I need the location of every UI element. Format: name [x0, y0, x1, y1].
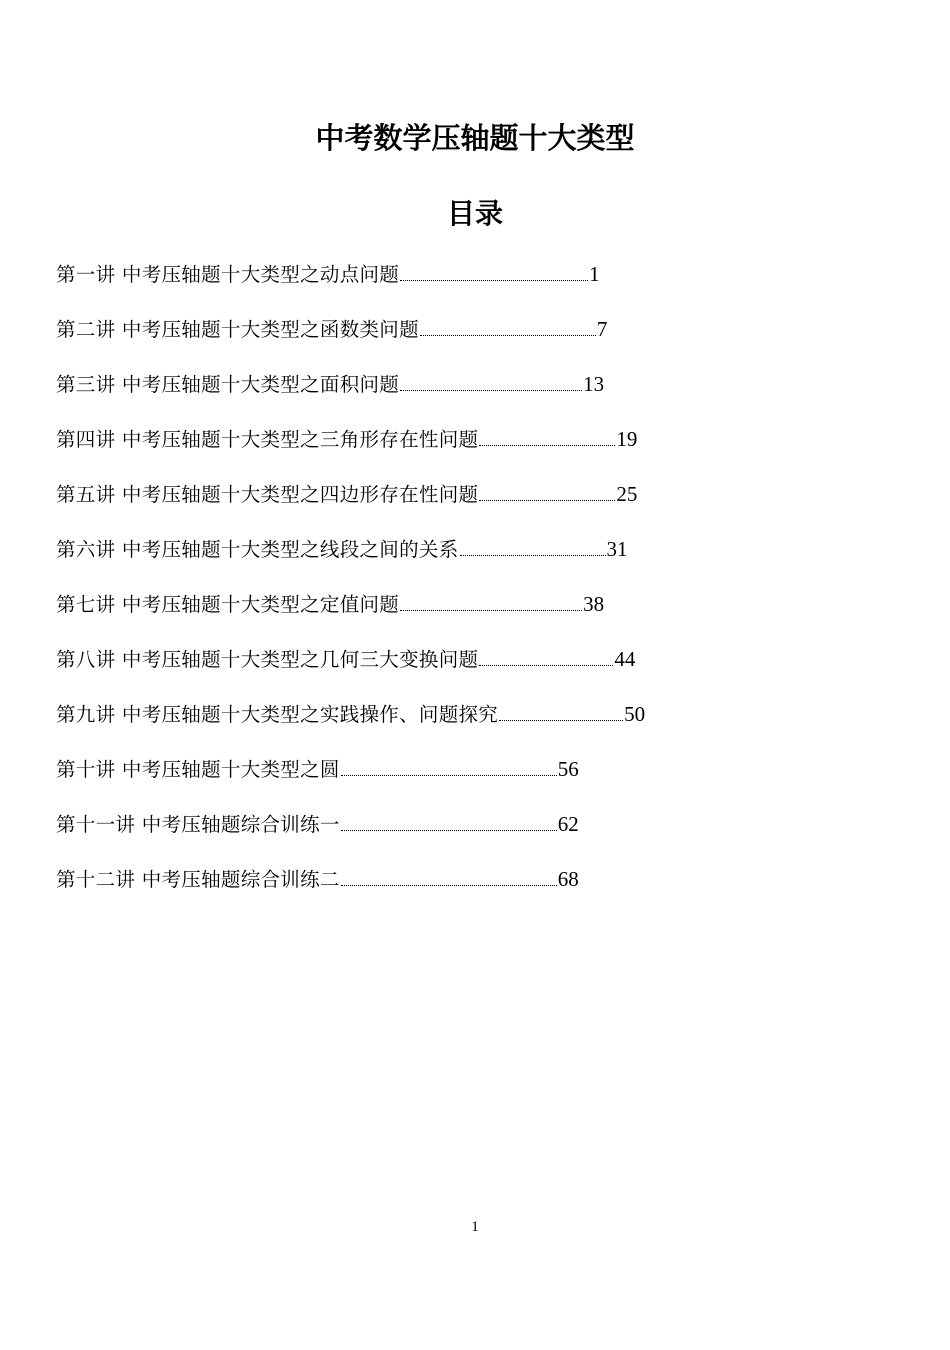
toc-entry-label: 第十二讲 中考压轴题综合训练二: [56, 868, 340, 891]
toc-entry-label: 第一讲 中考压轴题十大类型之动点问题: [56, 263, 400, 286]
toc-entry-page: 25: [616, 482, 638, 506]
toc-entry[interactable]: [56, 586, 856, 641]
toc-leader-dots: [341, 884, 557, 886]
toc-leader-dots: [499, 719, 623, 721]
toc-entry[interactable]: [56, 531, 856, 586]
toc-leader-dots: [400, 389, 582, 391]
toc-entry[interactable]: [56, 641, 856, 696]
toc-entry-page: 1: [589, 262, 600, 286]
toc-leader-dots: [400, 609, 582, 611]
toc-entry-page: 13: [583, 372, 605, 396]
toc-entry-label: 第三讲 中考压轴题十大类型之面积问题: [56, 373, 400, 396]
toc-leader-dots: [479, 499, 615, 501]
toc-entry-page: 68: [557, 867, 579, 891]
toc-leader-dots: [479, 664, 613, 666]
toc-entry-label: 第七讲 中考压轴题十大类型之定值问题: [56, 593, 400, 616]
toc-entry-page: 31: [606, 537, 628, 561]
toc-entry-label: 第十讲 中考压轴题十大类型之圆: [56, 758, 340, 781]
toc-entry-page: 56: [557, 757, 579, 781]
toc-entry-label: 第八讲 中考压轴题十大类型之几何三大变换问题: [56, 648, 479, 671]
toc-entry-label: 第五讲 中考压轴题十大类型之四边形存在性问题: [56, 483, 479, 506]
document-title: 中考数学压轴题十大类型: [315, 121, 635, 155]
toc-entry-page: 44: [614, 647, 636, 671]
toc-leader-dots: [420, 334, 596, 336]
toc-leader-dots: [400, 279, 588, 281]
page-number: 1: [471, 1219, 479, 1235]
toc-entry-page: 7: [596, 317, 608, 341]
toc-entry-page: 38: [583, 592, 605, 616]
toc-entry-label: 第六讲 中考压轴题十大类型之线段之间的关系: [56, 538, 459, 561]
toc-entry[interactable]: [56, 256, 856, 311]
toc-entry[interactable]: [56, 476, 856, 531]
toc-entry[interactable]: [56, 751, 856, 806]
toc-leader-dots: [460, 554, 606, 556]
toc-entry[interactable]: [56, 311, 856, 366]
toc-entry-label: 第二讲 中考压轴题十大类型之函数类问题: [56, 318, 419, 341]
toc-leader-dots: [341, 774, 557, 776]
toc-heading: 目录: [446, 197, 503, 230]
toc-entry[interactable]: [56, 806, 856, 861]
table-of-contents: [56, 256, 856, 916]
toc-leader-dots: [479, 444, 615, 446]
toc-entry[interactable]: [56, 421, 856, 476]
toc-entry-page: 19: [616, 427, 638, 451]
toc-entry[interactable]: [56, 696, 856, 751]
toc-entry-label: 第四讲 中考压轴题十大类型之三角形存在性问题: [56, 428, 479, 451]
toc-entry-label: 第十一讲 中考压轴题综合训练一: [56, 813, 340, 836]
toc-entry[interactable]: [56, 861, 856, 916]
toc-leader-dots: [341, 829, 557, 831]
toc-entry[interactable]: [56, 366, 856, 421]
toc-entry-page: 50: [624, 702, 646, 726]
toc-entry-page: 62: [557, 812, 579, 836]
toc-entry-label: 第九讲 中考压轴题十大类型之实践操作、问题探究: [56, 703, 499, 726]
